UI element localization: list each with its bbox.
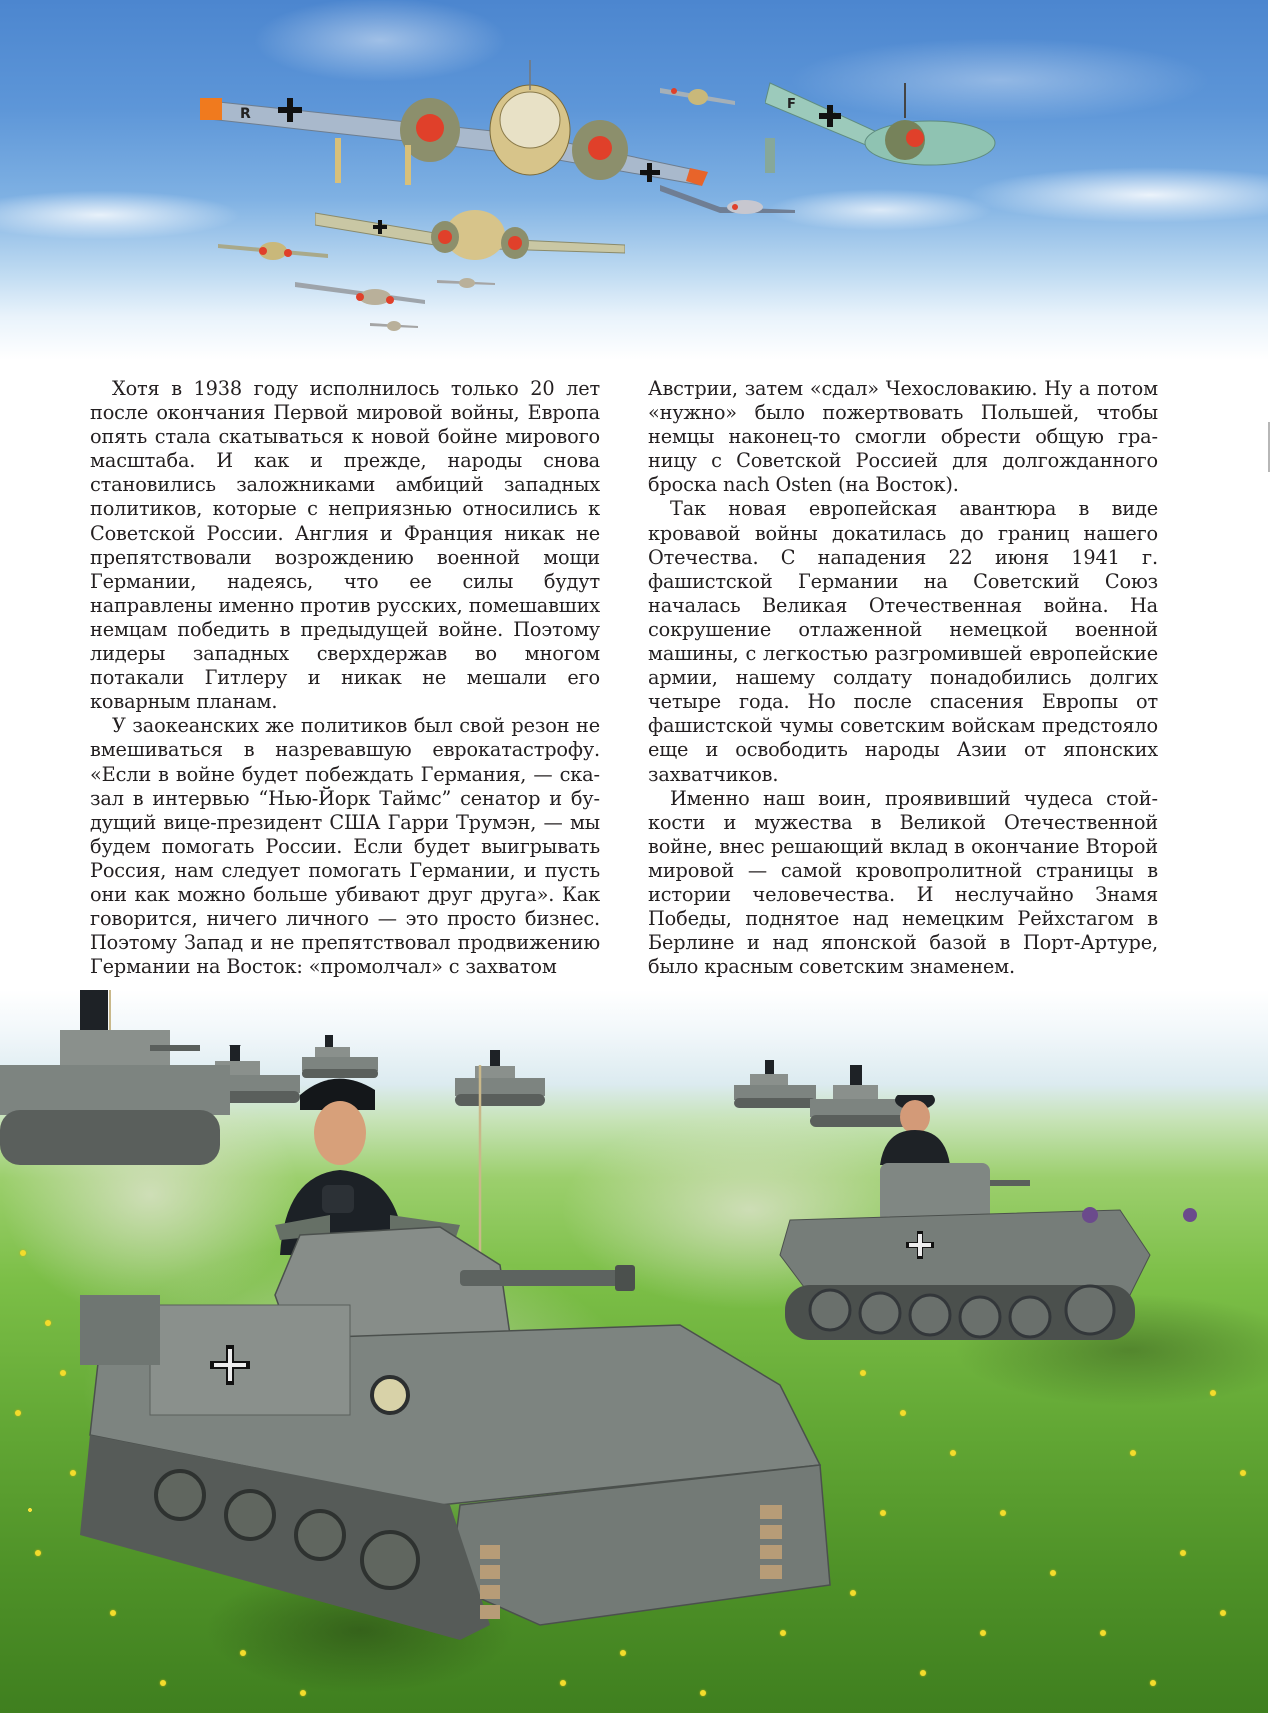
flower (240, 1650, 246, 1656)
flower (1220, 1610, 1226, 1616)
distant-aircraft-illustration (437, 275, 495, 289)
paragraph: Так новая европейская авантюра в виде кровавой войны докатилась до границ нашего Отечества. С нападения 22 июня 1941 г. фашистской Германии на Советский Союз началась Великая Отечественная война. На сокрушение отлаженной немецкой военной машины, с легкостью разгромившей европейские армии, нашему солдату понадобились долгих четыре года. Но после спасения Европы от фашистской чумы советским войскам предстояло еще и освободить народы Азии от японских захватчиков. (648, 497, 1158, 786)
flower (880, 1510, 886, 1516)
distant-aircraft-illustration (218, 240, 328, 262)
flower (60, 1370, 66, 1376)
flower (70, 1470, 76, 1476)
flower (1240, 1470, 1246, 1476)
flower (45, 1320, 51, 1326)
flower (110, 1610, 116, 1616)
svg-text:R: R (240, 106, 251, 122)
distant-aircraft-illustration (660, 83, 735, 108)
flower (560, 1680, 566, 1686)
paragraph: У заокеанских же политиков был свой резон не вмешиваться в назревавшую еврокатастрофу. «Если в войне будет побеждать Германия, — сказал в интервью “Нью-Йорк Таймс” сенатор и будущий вице-президент США Гарри Трумэн, — мы будем помогать России. Если будет выигрывать Россия, нам следует помогать Германии, и пусть они как можно больше убивают друг друга». Как говорится, ничего личного — это просто бизнес. Поэтому Запад и не препятствовал продвижению Германии на Восток: «промолчал» с захватом (90, 714, 600, 979)
paragraph: Именно наш воин, проявивший чудеса стойкости и мужества в Великой Отечественной войне, внес решающий вклад в окончание Второй мировой — самой кровопролитной страницы в истории человечества. И неслучайно Знамя Победы, поднятое над немецким Рейхстагом в Берлине и над японской базой в Порт-Артуре, было красным советским знаменем. (648, 786, 1158, 979)
flower (980, 1630, 986, 1636)
dandelion-flowers (0, 990, 1268, 1713)
distant-aircraft-illustration (370, 318, 418, 332)
distant-aircraft-illustration (295, 282, 425, 307)
flower (700, 1690, 706, 1696)
flower (160, 1680, 166, 1686)
text-column-right (648, 377, 1158, 979)
flower (920, 1670, 926, 1676)
flower (860, 1370, 866, 1376)
text-column-left (90, 377, 600, 979)
distant-aircraft-illustration (660, 185, 795, 215)
flower (20, 1250, 26, 1256)
flower (1000, 1510, 1006, 1516)
svg-text:F: F (787, 97, 796, 112)
flower (1210, 1390, 1216, 1396)
flower (1130, 1450, 1136, 1456)
flower (1100, 1630, 1106, 1636)
bottom-illustration-tanks-on-meadow (0, 990, 1268, 1713)
article-body (90, 377, 1158, 979)
paragraph: Хотя в 1938 году исполнилось только 20 лет после окончания Первой мировой войны, Европа опять стала скатываться к новой бойне мирового масштаба. И как и прежде, народы снова становились заложниками амбиций западных политиков, которые с неприязнью относились к Советской России. Англия и Франция никак не препятствовали возрождению военной мощи Германии, надеясь, что ее силы будут направлены именно против русских, помешавших немцам победить в предыдущей войне. Поэтому лидеры западных сверхдержав во многом потакали Гитлеру и никак не мешали его коварным планам. (90, 377, 600, 714)
flower (15, 1410, 21, 1416)
top-illustration-sky-with-bombers (0, 0, 1268, 360)
green-bomber-illustration (765, 78, 1000, 178)
flower (300, 1690, 306, 1696)
flower (950, 1450, 956, 1456)
flower (900, 1410, 906, 1416)
flower (1150, 1680, 1156, 1686)
bomber-formation-illustration (315, 205, 625, 265)
flower (1180, 1550, 1186, 1556)
flower (1050, 1570, 1056, 1576)
flower (780, 1630, 786, 1636)
flower (35, 1550, 41, 1556)
flower (620, 1650, 626, 1656)
paragraph-continuation: Австрии, затем «сдал» Чехословакию. Ну а потом «нужно» было пожертвовать Польшей, чтобы немцы наконец-то смогли обрести общую границу с Советской Россией для долгожданного броска nach Osten (на Восток). (648, 377, 1158, 497)
flower (850, 1590, 856, 1596)
lead-bomber-illustration (200, 60, 710, 190)
